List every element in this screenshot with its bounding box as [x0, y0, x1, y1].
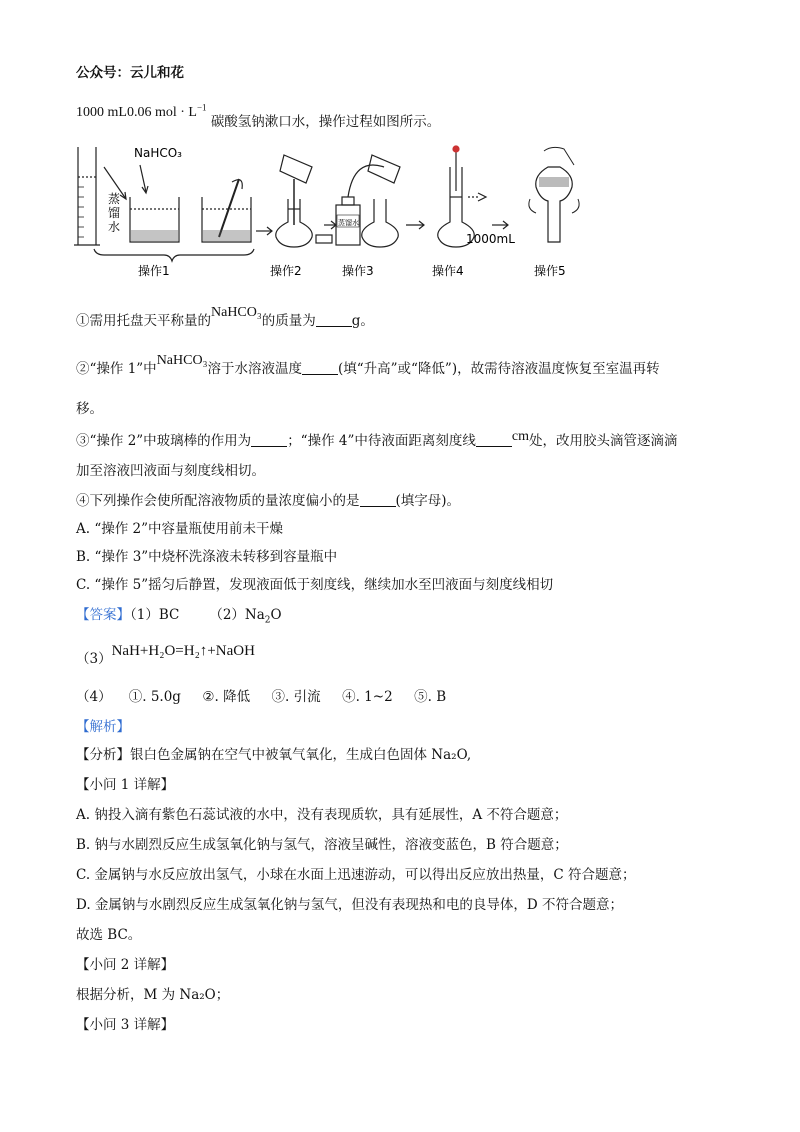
answer-line: 【答案】（1）BC $(2)Na_2O$ — [76, 607, 282, 626]
intro-text: 碳酸氢钠漱口水，操作过程如图所示。 — [210, 113, 441, 130]
question-1: ①需用托盘天平称量的NaHCO₃的质量为 g。 — [76, 305, 374, 329]
q3-tag: 【小问 3 详解】 — [76, 1017, 175, 1033]
volume-label: 1000mL — [466, 232, 515, 246]
step2-label: 操作2 — [270, 264, 302, 278]
q2-tag: 【小问 2 详解】 — [76, 957, 175, 973]
step4-label: 操作4 — [432, 264, 464, 278]
step5-label: 操作5 — [534, 264, 566, 278]
answer-4: （4） ①. 5.0g ②. 降低 ③. 引流 ④. 1~2 ⑤. B — [76, 689, 447, 705]
question-3: ③“操作 2”中玻璃棒的作用为 ；“操作 4”中待液面距离刻度线 cm处，改用胶头滴管逐滴滴 — [76, 429, 678, 449]
analysis-tag: 【解析】 — [76, 719, 130, 735]
experiment-figure — [74, 137, 594, 282]
page-header: 公众号：云儿和花 — [76, 65, 184, 81]
answer-tag: 【答案】 — [76, 607, 130, 623]
answer-3: （3）NaH+H₂O=H₂↑+NaOH — [76, 643, 255, 667]
question-2-cont: 移。 — [76, 401, 103, 417]
water-label: 蒸 — [108, 192, 121, 206]
option-b: B. “操作 3”中烧杯洗涤液未转移到容量瓶中 — [76, 549, 338, 565]
q1-line-c: C. 金属钠与水反应放出氢气，小球在水面上迅速游动，可以得出反应放出热量，C 符合题意； — [76, 867, 636, 883]
nahco3-label: NaHCO₃ — [134, 146, 182, 160]
q1-line-d: D. 金属钠与水剧烈反应生成氢氧化钠与氢气，但没有表现热和电的良导体，D 不符合题意； — [76, 897, 624, 913]
analysis-fenxi: 【分析】银白色金属钠在空气中被氧气氧化，生成白色固体 Na₂O, — [76, 747, 472, 763]
question-4: ④下列操作会使所配溶液物质的量浓度偏小的是 (填字母)。 — [76, 493, 461, 509]
concentration-formula: 1000 mL0.06 mol · $L^{-1}$ — [76, 102, 207, 120]
q1-line-a: A. 钠投入滴有紫色石蕊试液的水中，没有表现质软，具有延展性，A 不符合题意； — [76, 807, 568, 823]
step3-label: 操作3 — [342, 264, 374, 278]
question-2: ②“操作 1”中NaHCO₃溶于水溶液温度 (填“升高”或“降低”)，故需待溶液温度恢复至室温再转 — [76, 353, 660, 377]
svg-text:水: 水 — [108, 220, 121, 234]
step1-label: 操作1 — [138, 264, 170, 278]
question-3-cont: 加至溶液凹液面与刻度线相切。 — [76, 463, 265, 479]
q1-tag: 【小问 1 详解】 — [76, 777, 175, 793]
q1-line-b: B. 钠与水剧烈反应生成氢氧化钠与氢气，溶液呈碱性，溶液变蓝色，B 符合题意； — [76, 837, 568, 853]
svg-text:馏: 馏 — [108, 206, 121, 220]
q1-conclusion: 故选 BC。 — [76, 927, 142, 943]
option-a: A. “操作 2”中容量瓶使用前未干燥 — [76, 521, 284, 537]
q2-line: 根据分析，M 为 Na₂O； — [76, 987, 230, 1003]
bottle-label: 蒸馏水 — [338, 219, 359, 227]
intro-line — [76, 98, 441, 130]
option-c: C. “操作 5”摇匀后静置，发现液面低于刻度线，继续加水至凹液面与刻度线相切 — [76, 577, 554, 593]
